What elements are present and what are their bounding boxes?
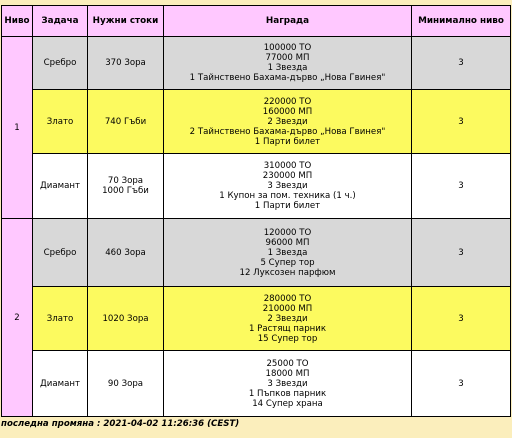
table-row: [2, 154, 511, 219]
reward-line: 2 Звезди: [267, 116, 308, 127]
level-cell: 1: [2, 37, 33, 219]
reward-line: 280000 ТО: [263, 293, 312, 304]
min-level-cell: 3: [412, 351, 511, 417]
min-level-cell: 3: [412, 154, 511, 219]
task-cell: Сребро: [33, 219, 88, 287]
task-cell: Злато: [33, 90, 88, 154]
reward-line: 1 Парти билет: [254, 136, 321, 147]
header-level: Ниво: [2, 6, 33, 37]
required-goods-line: 1000 Гъби: [102, 186, 149, 196]
reward-line: 1 Тайнствено Бахама-дърво „Нова Гвинея": [189, 73, 386, 83]
reward-line: 220000 ТО: [263, 96, 312, 107]
reward-cell: [164, 37, 412, 90]
required-goods-cell: [88, 154, 164, 219]
reward-line: 2 Тайнствено Бахама-дърво „Нова Гвинея": [189, 126, 386, 137]
required-goods-line: 70 Зора: [107, 176, 144, 186]
header-required-goods: Нужни стоки: [88, 6, 164, 37]
required-goods-line: 460 Зора: [105, 247, 146, 258]
reward-line: 77000 МП: [265, 53, 310, 63]
quest-table: [1, 5, 511, 417]
header-min-level: Минимално ниво: [412, 6, 511, 37]
table-row: [2, 351, 511, 417]
reward-line: 15 Супер тор: [257, 333, 318, 344]
task-cell: Сребро: [33, 37, 88, 90]
reward-line: 1 Купон за пом. техника (1 ч.): [219, 191, 356, 201]
table-row: [2, 37, 511, 90]
reward-line: 1 Парти билет: [254, 201, 321, 211]
reward-line: 120000 ТО: [263, 227, 312, 238]
level-cell: 2: [2, 219, 33, 417]
reward-line: 18000 МП: [265, 368, 310, 379]
table-row: [2, 219, 511, 287]
reward-line: 3 Звезди: [267, 181, 308, 191]
reward-cell: [164, 154, 412, 219]
reward-line: 1 Растящ парник: [248, 323, 327, 334]
reward-cell: [164, 219, 412, 287]
reward-line: 310000 ТО: [263, 161, 312, 171]
reward-line: 3 Звезди: [267, 378, 308, 389]
header-reward: Награда: [164, 6, 412, 37]
required-goods-cell: [88, 287, 164, 351]
task-cell: Диамант: [33, 351, 88, 417]
required-goods-line: 90 Зора: [107, 378, 144, 389]
reward-line: 2 Звезди: [267, 313, 308, 324]
task-cell: Диамант: [33, 154, 88, 219]
min-level-cell: 3: [412, 37, 511, 90]
min-level-cell: 3: [412, 90, 511, 154]
reward-line: 210000 МП: [262, 303, 313, 314]
reward-line: 1 Пъпков парник: [248, 388, 327, 399]
reward-line: 1 Звезда: [267, 63, 308, 73]
reward-line: 100000 ТО: [263, 43, 312, 53]
required-goods-cell: [88, 219, 164, 287]
reward-line: 5 Супер тор: [260, 257, 315, 268]
reward-line: 14 Супер храна: [252, 398, 323, 409]
table-row: [2, 90, 511, 154]
required-goods-cell: [88, 90, 164, 154]
min-level-cell: 3: [412, 287, 511, 351]
reward-line: 12 Луксозен парфюм: [239, 267, 336, 278]
required-goods-line: 1020 Зора: [102, 313, 149, 324]
task-cell: Злато: [33, 287, 88, 351]
reward-cell: [164, 287, 412, 351]
reward-cell: [164, 90, 412, 154]
last-modified-footer: последна промяна : 2021-04-02 11:26:36 (CEST): [1, 419, 240, 429]
table-row: [2, 287, 511, 351]
reward-line: 160000 МП: [262, 106, 313, 117]
header-row: [2, 6, 511, 37]
reward-line: 1 Звезда: [267, 247, 308, 258]
required-goods-cell: [88, 351, 164, 417]
reward-line: 96000 МП: [265, 237, 310, 248]
reward-cell: [164, 351, 412, 417]
reward-line: 25000 ТО: [266, 358, 309, 369]
min-level-cell: 3: [412, 219, 511, 287]
header-task: Задача: [33, 6, 88, 37]
required-goods-line: 370 Зора: [105, 58, 146, 68]
required-goods-cell: [88, 37, 164, 90]
required-goods-line: 740 Гъби: [104, 116, 147, 127]
reward-line: 230000 МП: [262, 171, 313, 181]
